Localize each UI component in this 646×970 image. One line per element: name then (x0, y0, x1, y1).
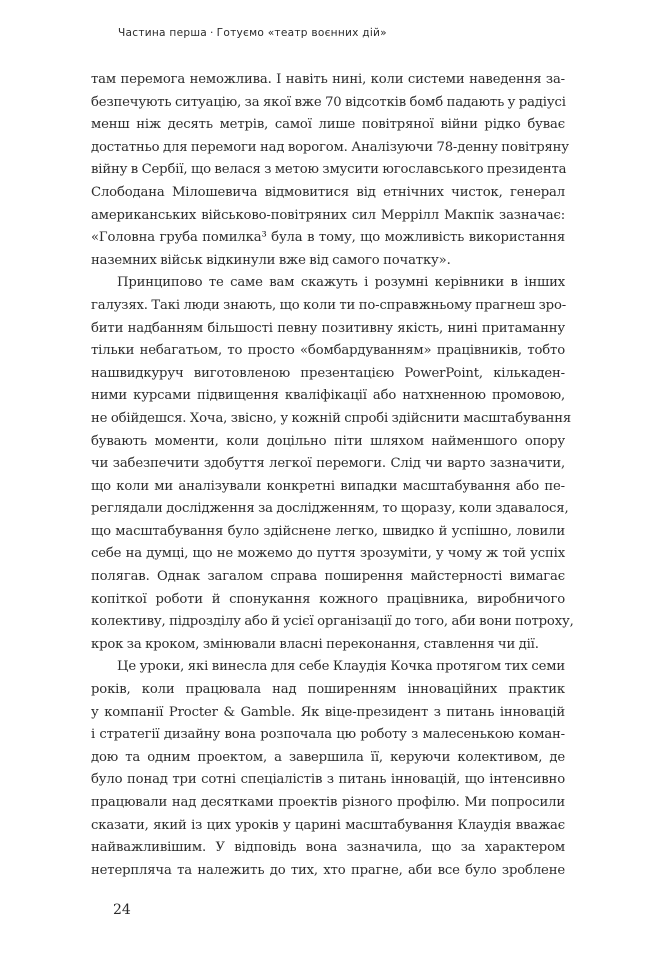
text-line: себе на думці, що не можемо до пуття зрозуміти, у чому ж той успіх (91, 546, 565, 562)
text-line: було понад три сотні спеціалістів з питань інновацій, що інтенсивно (91, 772, 565, 788)
running-head-separator: · (210, 27, 214, 39)
text-line: років, коли працювала над поширенням інноваційних практик (91, 682, 565, 698)
text-line: тільки небагатьом, то просто «бомбардуванням» працівників, тобто (91, 343, 565, 359)
text-line: нетерпляча та належить до тих, хто прагне, аби все було зроблене (91, 862, 565, 878)
paragraph (91, 69, 569, 272)
text-line: копіткої роботи й спонукання кожного працівника, виробничого (91, 591, 565, 607)
text-line: сказати, який із цих уроків у царині масштабування Клаудія вважає (91, 817, 565, 833)
text-line: бувають моменти, коли доцільно піти шляхом найменшого опору (91, 433, 565, 449)
running-head-part: Частина перша (118, 27, 208, 39)
text-line: що масштабування було здійснене легко, швидко й успішно, ловили (91, 523, 565, 539)
text-line: Слободана Мілошевича відмовитися від етнічних чисток, генерал (91, 184, 565, 200)
running-head-chapter: Готуємо «театр воєнних дій» (216, 27, 387, 39)
text-line: і стратегії дизайну вона розпочала цю роботу з малесенькою коман- (91, 727, 565, 743)
text-line: у компанії Procter & Gamble. Як віце-президент з питань інновацій (91, 704, 565, 720)
running-head (118, 27, 618, 39)
text-line: менш ніж десять метрів, самої лише повітряної війни рідко буває (91, 117, 565, 133)
text-line: там перемога неможлива. І навіть нині, коли системи наведення за- (91, 72, 565, 87)
body-text (91, 69, 574, 882)
text-line: американських військово-повітряних сил Меррілл Макпік зазначає: (91, 207, 565, 223)
text-line: найважливішим. У відповідь вона зазначила, що за характером (91, 840, 565, 856)
text-line: чи забезпечити здобуття легкої перемоги. Слід чи варто зазначити, (91, 456, 565, 472)
text-line: нашвидкуруч виготовленою презентацією PowerPoint, кількаден- (91, 365, 565, 381)
text-line: крок за кроком, змінювали власні переконання, ставлення чи дії. (91, 636, 539, 652)
text-line: колективу, підрозділу або й усієї організації до того, аби вони потроху, (91, 614, 574, 630)
text-line: достатньо для перемоги над ворогом. Аналізуючи 78-денну повітряну (91, 139, 569, 155)
paragraph (91, 656, 565, 882)
text-line: бити надбанням більшості певну позитивну якість, нині притаманну (91, 320, 565, 336)
text-line: Принципово те саме вам скажуть і розумні керівники в інших (117, 275, 565, 291)
text-line: реглядали дослідження за дослідженням, то щоразу, коли здавалося, (91, 501, 569, 517)
text-line: війну в Сербії, що велася з метою змусити югославського президента (91, 162, 567, 178)
paragraph (91, 272, 574, 656)
text-line: ними курсами підвищення кваліфікації або натхненною промовою, (91, 388, 565, 404)
text-line: «Головна груба помилка³ була в тому, що можливість використання (91, 230, 565, 246)
page-number: 24 (113, 902, 131, 918)
text-line: галузях. Такі люди знають, що коли ти по-справжньому прагнеш зро- (91, 297, 567, 313)
text-line: полягав. Однак загалом справа поширення майстерності вимагає (91, 569, 565, 585)
text-line: не обійдешся. Хоча, звісно, у кожній спробі здійснити масштабування (91, 410, 572, 426)
text-line: працювали над десятками проектів різного профілю. Ми попросили (91, 795, 565, 810)
text-line: наземних військ відкинули вже від самого початку». (91, 252, 451, 268)
text-line: що коли ми аналізували конкретні випадки масштабування або пе- (91, 478, 565, 494)
text-line: дою та одним проектом, а завершила її, керуючи колективом, де (91, 749, 565, 765)
text-line: Це уроки, які винесла для себе Клаудія Кочка протягом тих семи (117, 659, 565, 675)
text-line: безпечують ситуацію, за якої вже 70 відсотків бомб падають у радіусі (91, 94, 566, 110)
